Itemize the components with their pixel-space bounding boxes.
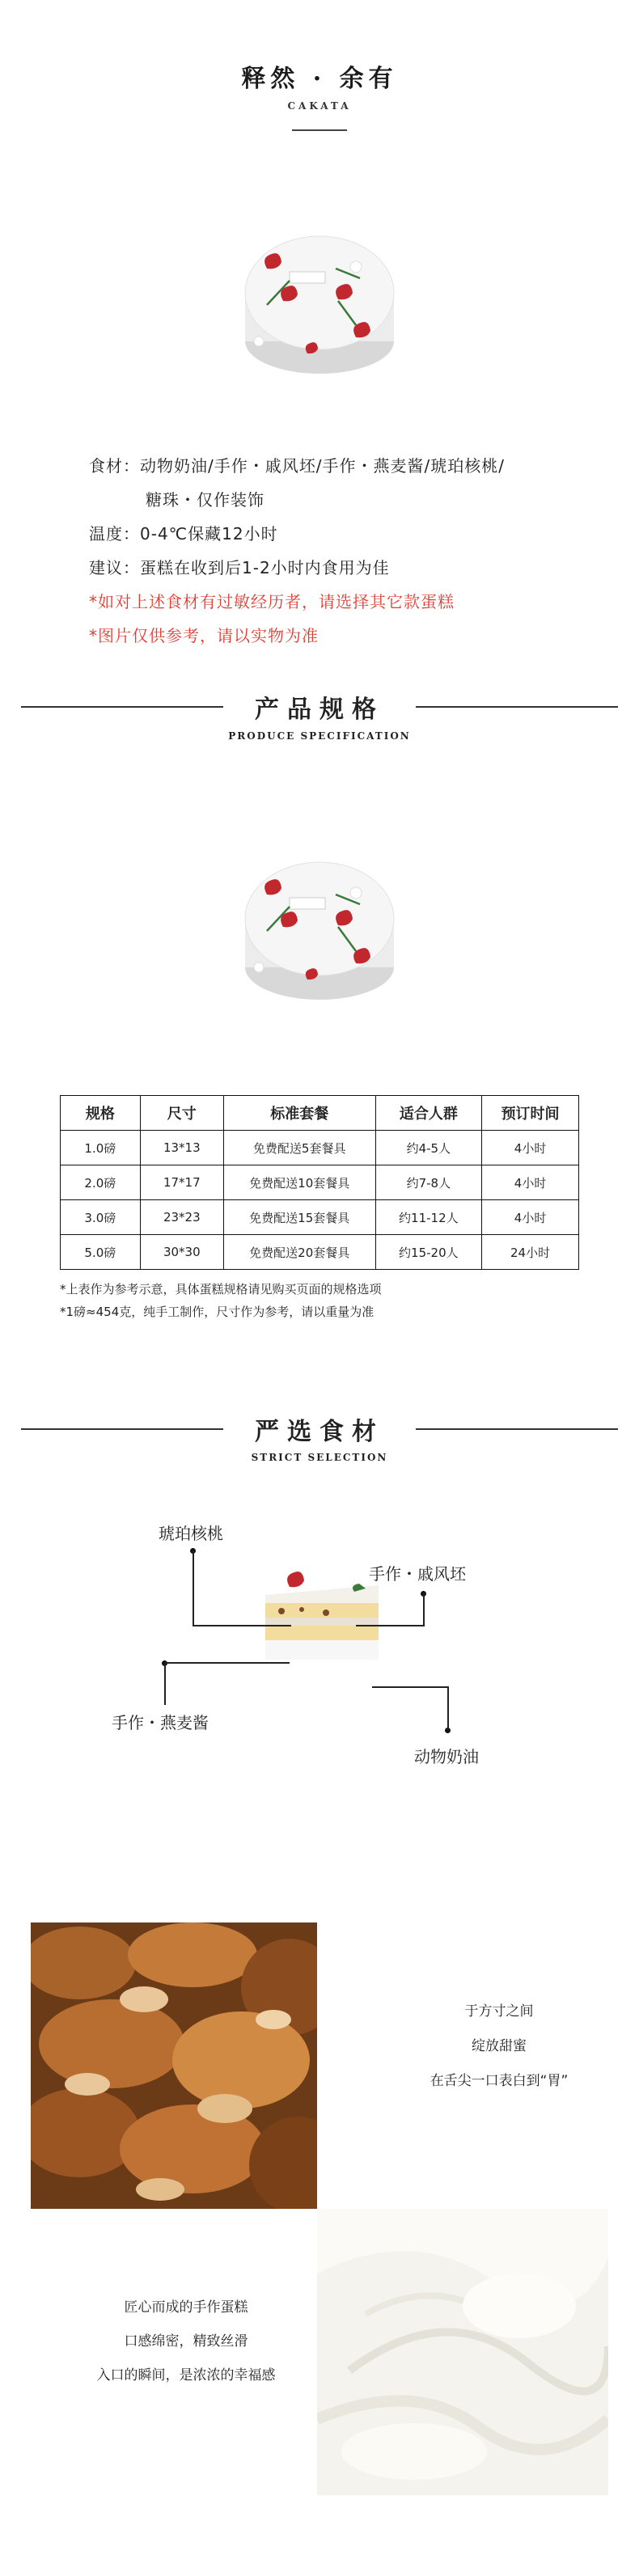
- chiffon-label: 手作・戚风坯: [369, 1564, 466, 1584]
- image-warning: *图片仅供参考，请以实物为准: [89, 626, 319, 645]
- table-note-2: *1磅≈454克，纯手工制作，尺寸作为参考，请以重量为准: [60, 1305, 375, 1319]
- table-note-1: *上表作为参考示意，具体蛋糕规格请见购买页面的规格选项: [60, 1282, 382, 1296]
- cream-poem-line-3: 入口的瞬间，是浓浓的幸福感: [96, 2367, 276, 2384]
- table-cell: 免费配送5套餐具: [223, 1131, 375, 1165]
- ingredients-line-1: 食材：动物奶油/手作・戚风坯/手作・燕麦酱/琥珀核桃/: [89, 456, 505, 476]
- cream-leader-horizontal: [372, 1686, 449, 1688]
- table-header: 尺寸: [140, 1096, 223, 1131]
- spec-table: [60, 1095, 579, 1270]
- allergy-warning: *如对上述食材有过敏经历者，请选择其它款蛋糕: [89, 592, 455, 611]
- table-cell: 24小时: [482, 1235, 579, 1270]
- brand-divider: [292, 129, 347, 131]
- table-cell: 17*17: [140, 1165, 223, 1200]
- cream-photo: [317, 2209, 608, 2495]
- table-cell: 免费配送20套餐具: [223, 1235, 375, 1270]
- table-cell: 1.0磅: [61, 1131, 141, 1165]
- table-cell: 23*23: [140, 1200, 223, 1235]
- walnut-poem-line-1: 于方寸之间: [464, 2003, 534, 2020]
- oat-leader-horizontal: [164, 1662, 290, 1664]
- oat-leader-vertical: [164, 1663, 166, 1705]
- cake-photo-2: [235, 846, 404, 1008]
- cream-leader-vertical: [447, 1686, 449, 1730]
- walnut-poem-line-3: 在舌尖一口表白到“胃”: [430, 2073, 569, 2089]
- chiffon-leader-vertical: [423, 1593, 425, 1626]
- cake-photo: [235, 220, 404, 382]
- spec-section-subtitle: PRODUCE SPECIFICATION: [228, 730, 411, 742]
- cream-poem-line-2: 口感绵密，精致丝滑: [124, 2333, 248, 2350]
- table-row: [61, 1165, 579, 1200]
- walnut-poem-line-2: 绽放甜蜜: [472, 2038, 527, 2054]
- table-cell: 4小时: [482, 1131, 579, 1165]
- table-cell: 13*13: [140, 1131, 223, 1165]
- table-cell: 4小时: [482, 1200, 579, 1235]
- table-cell: 4小时: [482, 1165, 579, 1200]
- table-cell: 免费配送15套餐具: [223, 1200, 375, 1235]
- spec-section-title: 产品规格: [255, 696, 384, 724]
- walnut-leader-vertical: [193, 1550, 194, 1626]
- cream-poem-line-1: 匠心而成的手作蛋糕: [124, 2299, 248, 2316]
- ingredients-section-subtitle: STRICT SELECTION: [251, 1452, 388, 1463]
- table-cell: 约7-8人: [375, 1165, 482, 1200]
- table-cell: 免费配送10套餐具: [223, 1165, 375, 1200]
- cream-label: 动物奶油: [414, 1747, 479, 1766]
- table-cell: 3.0磅: [61, 1200, 141, 1235]
- table-header: 预订时间: [482, 1096, 579, 1131]
- brand-subtitle: CAKATA: [287, 100, 352, 112]
- walnut-photo: [31, 1922, 317, 2209]
- table-row: [61, 1200, 579, 1235]
- table-cell: 5.0磅: [61, 1235, 141, 1270]
- table-row: [61, 1131, 579, 1165]
- table-row: [61, 1235, 579, 1270]
- advice-text: 建议：蛋糕在收到后1-2小时内食用为佳: [89, 558, 390, 577]
- ingredients-line-2: 糖珠・仅作装饰: [146, 490, 264, 510]
- table-header-row: [61, 1096, 579, 1131]
- oat-label: 手作・燕麦酱: [112, 1713, 209, 1732]
- table-cell: 30*30: [140, 1235, 223, 1270]
- temperature-text: 温度：0-4℃保藏12小时: [89, 524, 278, 544]
- brand-title: 释然 · 余有: [241, 65, 398, 93]
- chiffon-leader-horizontal: [356, 1625, 425, 1626]
- table-cell: 约4-5人: [375, 1131, 482, 1165]
- table-cell: 约11-12人: [375, 1200, 482, 1235]
- ingredients-section-title: 严选食材: [255, 1418, 384, 1446]
- table-header: 标准套餐: [223, 1096, 375, 1131]
- cake-slice-image: [257, 1571, 387, 1668]
- walnut-label: 琥珀核桃: [159, 1524, 223, 1543]
- table-header: 适合人群: [375, 1096, 482, 1131]
- table-header: 规格: [61, 1096, 141, 1131]
- walnut-leader-horizontal: [193, 1625, 291, 1626]
- table-cell: 约15-20人: [375, 1235, 482, 1270]
- table-cell: 2.0磅: [61, 1165, 141, 1200]
